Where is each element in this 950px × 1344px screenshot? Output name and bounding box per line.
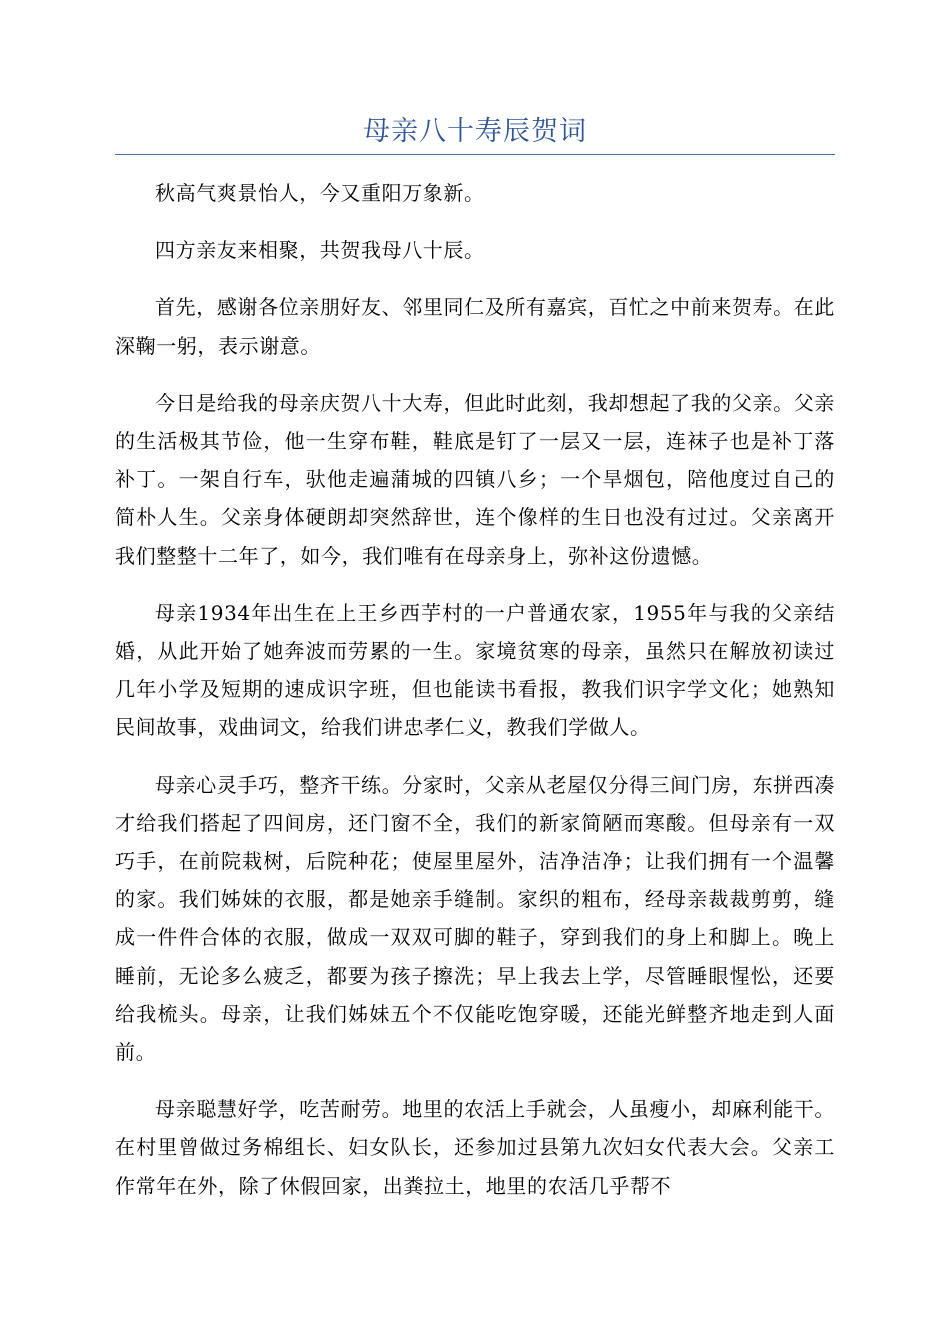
paragraph: 秋高气爽景怡人，今又重阳万象新。 [155,181,485,205]
title-underline [115,154,835,155]
paragraph: 母亲聪慧好学，吃苦耐劳。地里的农活上手就会，人虽瘦小，却麻利能干。在村里曾做过务棉组长、妇女队长，还参加过县第九次妇女代表大会。父亲工作常年在外，除了休假回家，出粪拉土，地里的农活几乎帮不 [115,1097,835,1198]
paragraph: 四方亲友来相聚，共贺我母八十辰。 [155,238,485,263]
document-title: 母亲八十寿辰贺词 [363,116,587,147]
paragraph: 首先，感谢各位亲朋好友、邻里同仁及所有嘉宾，百忙之中前来贺寿。在此深鞠一躬，表示谢意。 [115,295,835,358]
paragraph: 母亲心灵手巧，整齐干练。分家时，父亲从老屋仅分得三间门房，东拼西凑才给我们搭起了四间房，还门窗不全，我们的新家简陋而寒酸。但母亲有一双巧手，在前院栽树，后院种花；使屋里屋外，洁净洁净；让我们拥有一个温馨的家。我们姊妹的衣服，都是她亲手缝制。家织的粗布，经母亲裁裁剪剪，缝成一件件合体的衣服，做成一双双可脚的鞋子，穿到我们的身上和脚上。晚上睡前，无论多么疲乏，都要为孩子擦洗；早上我去上学，尽管睡眼惺忪，还要给我梳头。母亲，让我们姊妹五个不仅能吃饱穿暖，还能光鲜整齐地走到人面前。 [115,772,835,1065]
document-body [115,174,835,1224]
paragraph: 今日是给我的母亲庆贺八十大寿，但此时此刻，我却想起了我的父亲。父亲的生活极其节俭，他一生穿布鞋，鞋底是钉了一层又一层，连袜子也是补丁落补丁。一架自行车，驮他走遍蒲城的四镇八乡；一个旱烟包，陪他度过自己的简朴人生。父亲身体硬朗却突然辞世，连个像样的生日也没有过过。父亲离开我们整整十二年了，如今，我们唯有在母亲身上，弥补这份遗憾。 [115,390,835,568]
paragraph: 母亲1934年出生在上王乡西芋村的一户普通农家，1955年与我的父亲结婚，从此开始了她奔波而劳累的一生。家境贫寒的母亲，虽然只在解放初读过几年小学及短期的速成识字班，但也能读书看报，教我们识字学文化；她熟知民间故事，戏曲词文，给我们讲忠孝仁义，教我们学做人。 [115,600,835,740]
